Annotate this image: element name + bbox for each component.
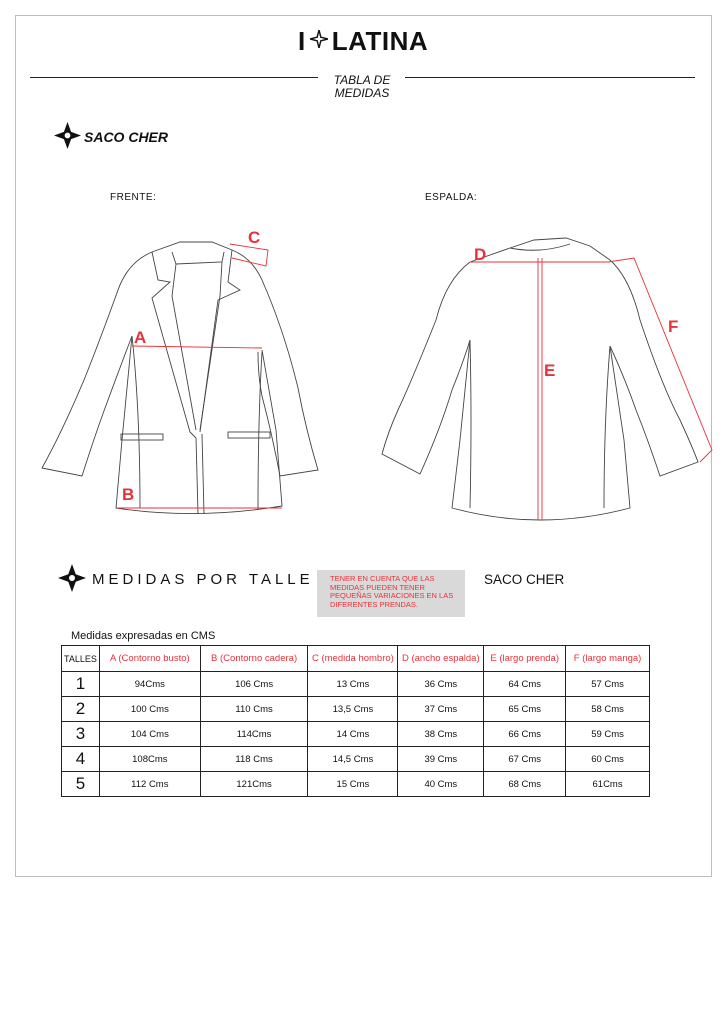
table-row: [62, 722, 650, 747]
table-cell: 110 Cms: [200, 697, 308, 722]
table-cell: 60 Cms: [566, 747, 650, 772]
table-cell: 36 Cms: [398, 672, 484, 697]
table-cell: 108Cms: [99, 747, 200, 772]
product-name-label: SACO CHER: [484, 572, 565, 587]
label-f: F: [668, 317, 679, 336]
header-f: F (largo manga): [566, 646, 650, 672]
table-cell: 100 Cms: [99, 697, 200, 722]
label-e: E: [544, 361, 556, 380]
table-cell: 14 Cms: [308, 722, 398, 747]
table-cell: 13 Cms: [308, 672, 398, 697]
subtitle-line-1: TABLA DE: [333, 73, 391, 87]
header-d: D (ancho espalda): [398, 646, 484, 672]
table-cell: 67 Cms: [484, 747, 566, 772]
size-table: [61, 645, 650, 797]
table-cell: 106 Cms: [200, 672, 308, 697]
table-cell: 112 Cms: [99, 772, 200, 797]
table-cell: 39 Cms: [398, 747, 484, 772]
table-cell: 64 Cms: [484, 672, 566, 697]
header-e: E (largo prenda): [484, 646, 566, 672]
label-a: A: [134, 328, 147, 347]
front-view-label: FRENTE:: [110, 192, 157, 203]
back-view-label: ESPALDA:: [425, 192, 478, 203]
size-cell: 2: [62, 697, 100, 722]
table-header-row: [62, 646, 650, 672]
table-cell: 104 Cms: [99, 722, 200, 747]
table-cell: 57 Cms: [566, 672, 650, 697]
product-title: SACO CHER: [84, 129, 169, 145]
size-cell: 5: [62, 772, 100, 797]
table-cell: 94Cms: [99, 672, 200, 697]
header-b: B (Contorno cadera): [200, 646, 308, 672]
header-talles: TALLES: [62, 646, 100, 672]
table-cell: 37 Cms: [398, 697, 484, 722]
brand-name-left: I: [298, 26, 306, 56]
table-cell: 121Cms: [200, 772, 308, 797]
front-jacket-drawing: [42, 242, 318, 514]
table-row: [62, 747, 650, 772]
table-cell: 15 Cms: [308, 772, 398, 797]
table-cell: 13,5 Cms: [308, 697, 398, 722]
table-row: [62, 772, 650, 797]
label-d: D: [474, 245, 487, 264]
table-cell: 40 Cms: [398, 772, 484, 797]
measures-section-title: MEDIDAS POR TALLE: [92, 571, 314, 588]
table-cell: 118 Cms: [200, 747, 308, 772]
table-cell: 61Cms: [566, 772, 650, 797]
size-cell: 3: [62, 722, 100, 747]
variation-note: [317, 570, 465, 617]
table-cell: 66 Cms: [484, 722, 566, 747]
size-cell: 4: [62, 747, 100, 772]
label-c: C: [248, 228, 261, 247]
four-point-star-icon: [58, 564, 86, 592]
table-cell: 68 Cms: [484, 772, 566, 797]
table-caption: Medidas expresadas en CMS: [71, 630, 216, 642]
table-cell: 114Cms: [200, 722, 308, 747]
table-cell: 59 Cms: [566, 722, 650, 747]
label-b: B: [122, 485, 135, 504]
table-row: [62, 672, 650, 697]
header-c: C (medida hombro): [308, 646, 398, 672]
table-cell: 58 Cms: [566, 697, 650, 722]
header-a: A (Contorno busto): [99, 646, 200, 672]
variation-note-text: TENER EN CUENTA QUE LAS MEDIDAS PUEDEN TENER PEQUEÑAS VARIACIONES EN LAS DIFERENTES PRENDAS.: [330, 574, 454, 609]
size-cell: 1: [62, 672, 100, 697]
table-cell: 65 Cms: [484, 697, 566, 722]
table-cell: 14,5 Cms: [308, 747, 398, 772]
table-row: [62, 697, 650, 722]
subtitle-line-2: MEDIDAS: [334, 86, 390, 100]
table-cell: 38 Cms: [398, 722, 484, 747]
brand-name-right: LATINA: [331, 26, 429, 56]
back-jacket-drawing: [382, 238, 698, 520]
